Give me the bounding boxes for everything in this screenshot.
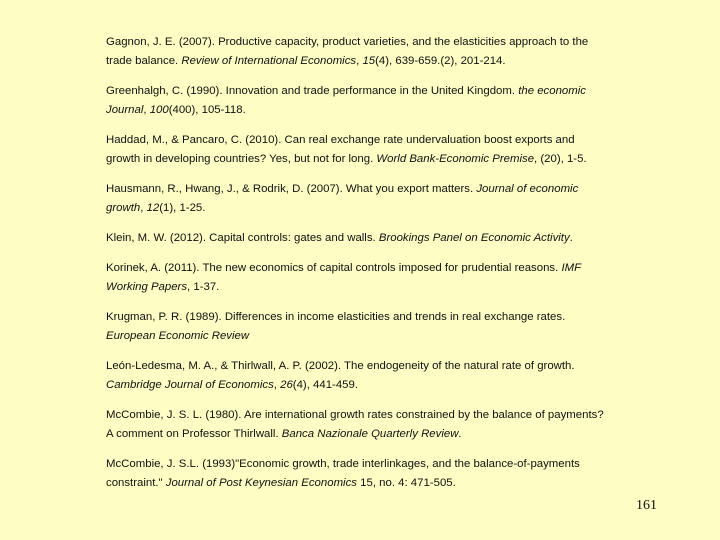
reference-text: Krugman, P. R. (1989). Differences in income elasticities and trends in real exchange rates.	[106, 311, 566, 323]
reference-pages: (1), 1-25.	[159, 202, 206, 214]
reference-text: .	[458, 428, 462, 440]
reference-source: Brookings Panel on Economic Activity	[378, 232, 570, 244]
reference-source: Journal of Post Keynesian Economics	[165, 477, 357, 489]
reference-text: 15, no. 4: 471-505.	[356, 477, 456, 489]
reference-text: McCombie, J. S.L. (1993)"Economic growth, trade interlinkages, and the balance-of-payments constraint."	[106, 458, 580, 489]
reference-text: Korinek, A. (2011). The new economics of capital controls imposed for prudential reasons.	[106, 262, 562, 274]
reference-text: ,	[356, 55, 363, 67]
reference-text: , (20), 1-5.	[534, 153, 587, 165]
reference-text: McCombie, J. S. L. (1980). Are international growth rates constrained by the balance of payments? A comment on Professor Thirlwall.	[106, 409, 604, 440]
reference-text: León-Ledesma, M. A., & Thirlwall, A. P. (2002). The endogeneity of the natural rate of growth.	[106, 360, 575, 372]
reference-text: .	[569, 232, 573, 244]
reference-item	[106, 308, 611, 346]
reference-item	[106, 357, 611, 395]
reference-item	[106, 131, 611, 169]
reference-text: Hausmann, R., Hwang, J., & Rodrik, D. (2007). What you export matters.	[106, 183, 477, 195]
reference-item	[106, 259, 611, 297]
reference-item	[106, 455, 611, 493]
reference-text: Greenhalgh, C. (1990). Innovation and trade performance in the United Kingdom.	[106, 85, 519, 97]
reference-source: Banca Nazionale Quarterly Review	[281, 428, 459, 440]
reference-item	[106, 82, 611, 120]
reference-source: the economic Journal	[106, 85, 586, 116]
reference-source: IMF Working Papers	[106, 262, 581, 293]
reference-text: , 1-37.	[187, 281, 220, 293]
reference-volume: 26	[280, 379, 293, 391]
reference-list	[106, 33, 611, 504]
page-number: 161	[636, 498, 657, 513]
reference-text: Haddad, M., & Pancaro, C. (2010). Can real exchange rate undervaluation boost exports and growth in developing countries? Yes, but not for long.	[106, 134, 575, 165]
reference-pages: (4), 441-459.	[292, 379, 359, 391]
reference-item	[106, 180, 611, 218]
reference-volume: 15	[362, 55, 376, 67]
reference-text: ,	[140, 202, 147, 214]
reference-source: World Bank-Economic Premise	[376, 153, 535, 165]
reference-volume: 12	[146, 202, 160, 214]
reference-volume: 100	[149, 104, 169, 116]
reference-text: ,	[273, 379, 281, 391]
reference-pages: (4), 639-659.(2), 201-214.	[375, 55, 506, 67]
reference-text: Gagnon, J. E. (2007). Productive capacity, product varieties, and the elasticities approach to the trade balance.	[106, 36, 589, 67]
reference-text: ,	[143, 104, 150, 116]
reference-source: European Economic Review	[106, 330, 250, 342]
reference-source: Journal of economic growth	[106, 183, 579, 214]
reference-pages: (400), 105-118.	[168, 104, 246, 116]
reference-item	[106, 33, 611, 71]
reference-text: Klein, M. W. (2012). Capital controls: gates and walls.	[106, 232, 379, 244]
reference-source: Cambridge Journal of Economics	[106, 379, 274, 391]
reference-item	[106, 406, 611, 444]
reference-item	[106, 229, 611, 248]
reference-source: Review of International Economics	[181, 55, 357, 67]
